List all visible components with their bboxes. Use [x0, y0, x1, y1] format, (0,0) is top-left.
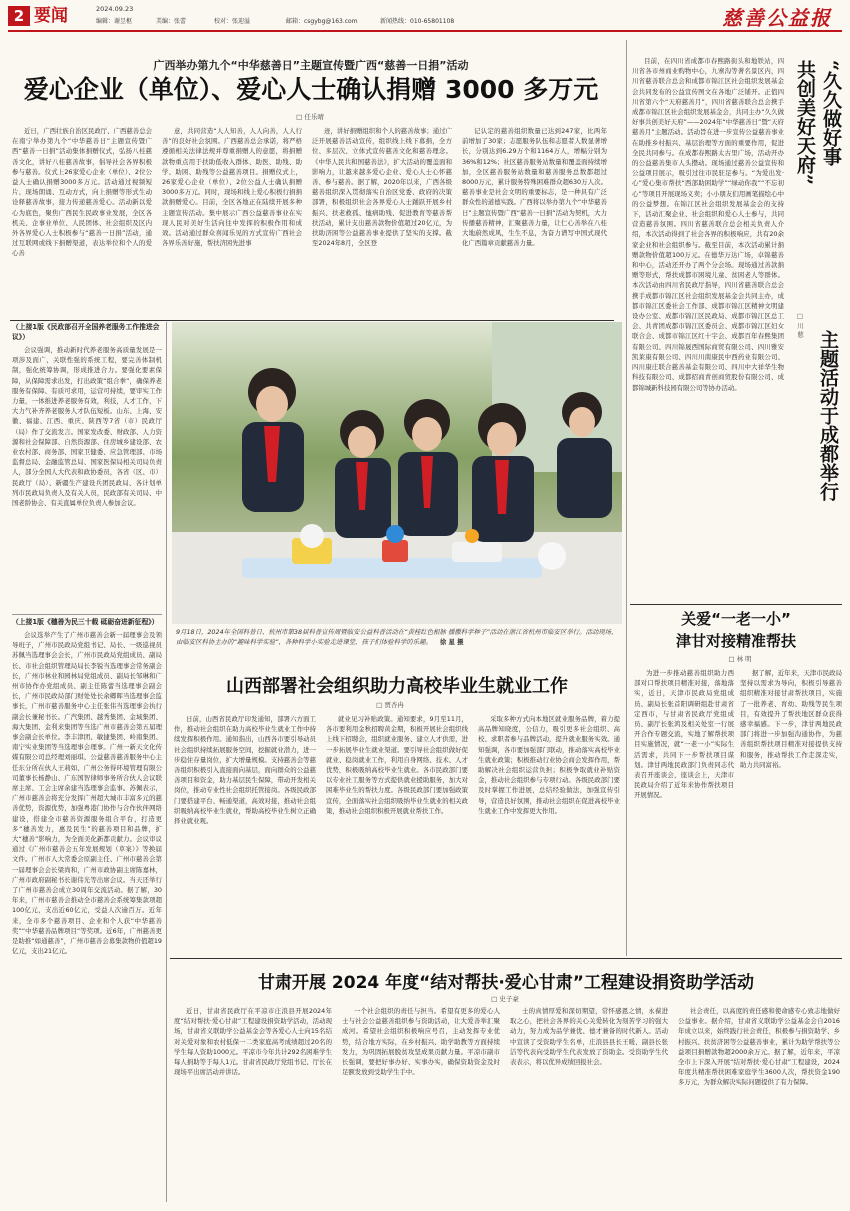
tianjin-headline-2: 津甘对接精准帮扶: [675, 632, 796, 650]
left-box-1-body: [12, 345, 162, 607]
editor-credit: 编辑：谢昱枢: [96, 18, 133, 25]
left-box-divider: [12, 614, 162, 615]
vertical-headline-2: 共创美好天府”: [794, 60, 816, 185]
tianjin-column-2: [740, 668, 842, 954]
shanxi-text-2: 就业见习补贴政策。通知要求，9月至11月，各市要利用金秋招聘黄金期，积极开展社会组织线上线下招聘会，组织就业服务、建立人才供需，进一步拓展毕业生就业渠道。要引导社会组织做好促就业、稳岗就业工作，利用自身网络、技术、人才优势，积极吸纳高校毕业生就业。各市民政部门要以专业社工服务等方式提供就业援助服务，加大对困难毕业生的帮扶力度。各级民政部门要加强政策宣传，全面落实社会组织吸纳毕业生就业的相关政策，推动社会组织积极开展就业帮扶工作。: [326, 715, 468, 815]
lead-headline: 爱心企业（单位）、爱心人士确认捐赠 3000 多万元: [23, 75, 599, 104]
vertical-subheadline-2: 于成都举行: [817, 406, 839, 501]
gansu-text-1: 近日，甘肃省民政厅在平凉市庄浪县开展2024年度“结对帮扶·爱心甘肃”工程建设捐资助学活动，活动现场，甘肃省义联助学公益基金会等各爱心人士向15名结对关爱对象和农村低保一二类家庭高考成绩超过20名的学生每人资助1000元。平凉市今年共计292名困难学生每人捐助等于每人1元。甘肃省民政厅党组书记、厅长在现场平出席活动并讲话。: [174, 1007, 332, 1077]
section-title: 要闻: [34, 6, 68, 26]
vertical-subheadline-1: 主题活动: [817, 330, 839, 406]
shanxi-text-3: 采取多种方式向本地区就业服务品牌，着力提高品牌知晓度，公信力，吸引更多社会组织、高校、求职者参与品牌活动，提升就业服务实效。通知强调，各市要加强部门联动，推动落实高校毕业生就业政策；积极推动行业协会商会发挥作用，帮助解决社会组织运营负担；积极争取就业补贴资金，推动社会组织参与专项行动。各级民政部门要及时掌握工作进展，总结经验做法，加强宣传引导，营造良好氛围，推动社会组织在促进高校毕业生就业工作中发挥更大作用。: [478, 715, 620, 815]
shanxi-column-2: [326, 714, 468, 954]
lead-column-1: [12, 126, 152, 316]
gansu-byline: □ 史子豪: [491, 995, 519, 1003]
gansu-column-1: [174, 1006, 332, 1206]
left-box-2-head: （上接1版《穗善为民三十载 砥砺奋进新征程》）: [12, 618, 159, 626]
gansu-top-rule: [170, 958, 842, 959]
photo-caption: [176, 627, 620, 657]
page-number-badge: [8, 6, 30, 26]
page-number: 2: [13, 7, 25, 25]
shanxi-column-1: [174, 714, 316, 954]
tianjin-text-2: 据了解，近年来，天津市民政局坚持以需求为导向，积极引导慈善组织精准对接甘肃帮扶项目，实施了一批养老、育幼、助残等民生项目，有效提升了帮扶地区群众获得感幸福感。下一步，津甘两地民政部门将进一步加强沟通协作，为慈善组织帮扶项目精准对接提供支持和服务，推动帮扶工作走深走实，助力共同富裕。: [740, 669, 842, 769]
shanxi-byline: □ 贾杏冉: [376, 701, 404, 709]
gansu-column-2: [342, 1006, 500, 1206]
gansu-column-3: [510, 1006, 668, 1206]
gansu-text-3: 士的真情厚爱和深切期望，常怀感恩之情，永葆进取之心，把社会各界的关心关爱转化为刻苦学习的强大动力，努力成为品学兼优、德才兼备的时代新人。活动中宣读了受资助学生名单，庄浪县县长王暖、副县长张洁等代表向受助学生代表发放了资助金。受资助学生代表表示，将以优异成绩回报社会。: [510, 1007, 668, 1067]
sichuan-vertical-subheadline: [796, 330, 840, 590]
vertical-headline-1: “久久做好事: [820, 60, 842, 166]
tianjin-headline-1: 关爱“一老一小”: [681, 610, 791, 628]
lead-column-2: [162, 126, 302, 316]
left-box-1-head: （上接1版《民政部召开全国养老服务工作推进会议》）: [12, 323, 160, 341]
sichuan-text: 目前，在四川省成都市春熙路街头和地铁站，四川省各市州商业购物中心，九寨沟等著名景区内，四川省慈善联合总会和成都市锦江区社会组织发展基金会共同发布的公益宣传图文在各地广泛铺开。正值四川省第六个“天府慈善月”，四川省慈善联合总会携手成都市锦江区社会组织发展基金会，共同主办“久久做好事共创美好天府”——2024年“中华慈善日”暨“天府慈善月”主题活动。活动旨在进一步宣传公益慈善事业在助推乡村振兴、基层治理等方面的重要作用，促进全民共同参与。在成都春熙路太古里广场，活动开办的公益慈善集市人头攒动。现场通过慈善公益宣传和公益项目展示，吸引过往市民驻足参与。“为爱出发·心”爱心集市帮扶“西部助困助学”“绿动你我”“不忘初心”等项目开展现场义卖；小小朋友们用画笔描绘心中的公益梦想。在锦江区社会组织发展基金会的支持下，活动汇聚企业、社会组织和爱心人士参与，共同营造慈善氛围。四川省慈善联合总会相关负责人介绍，本次活动得到了社会各界的积极响应，共有20余家企业和社会组织参与。截至目前，本次活动累计捐赠款物价值超100万元。在德华万达广场，卓锦慈善和中心，活动还开办了两个分会场。现场通过善款捐赠等形式，帮扶成都市困境儿童、贫困老人等群体。本次活动由四川省民政厅指导，四川省慈善联合总会携手成都市锦江区社会组织发展基金会共同主办，成都市锦江区委社会工作部、成都市锦江区精神文明建设办公室、成都市锦江区民政局、成都市锦江区总工会、共青团成都市锦江区委员会、成都市锦江区妇女联合会、成都市锦江区红十字会、成都百年春熙集团有限公司、四川锦晟西国际商贸有限公司、四川雅安凯莱康有限公司、四川川南康民中西药业有限公司、四川康庄联合慈善基金有限公司、四川中大祥华生物科技有限公司、成都招商青创商贸股份有限公司、成都锦城新科技园有限公司等协办活动。: [632, 57, 784, 392]
tianjin-column-1: [634, 668, 734, 954]
issue-date: 2024.09.23: [96, 5, 134, 13]
gansu-text-4: 社会责任，以高度的责任感和使命感专心致志地做好公益事业。据介绍，甘肃省义联助学公益基金会自2016年成立以来，始终践行社会责任，积极参与捐资助学、乡村振兴、扶贫济困等公益慈善事业，累计为助学帮扶等公益项目捐赠款物超2000余万元。据了解，近年来，平凉全市上下深入开展“结对帮扶·爱心甘肃”工程建设，2024年度共精准帮扶困难家庭学生3600人次，帮扶资金190多万元，为群众解决实际问题提供了有力保障。: [678, 1007, 840, 1087]
lead-text-4: 记认定的慈善组织数量已达到247家，比两年前增加了30家；志愿服务队伍和志愿者人数显著增长，分别达到6.29万个和1164万人，增幅分别为36%和12%；社区慈善服务站数量和覆盖面持续增加，全区慈善服务站数量和慈善服务总数都超过8000万元，累计服务特殊困难群众超630万人次。慈善事业是社会文明的重要标志，是一种具有广泛群众性的道德实践。广西将以举办第九个“中华慈善日”主题宣传暨广西“慈善一日捐”活动为契机，大力传播慈善精神，汇聚慈善力量，让仁心善举在八桂大地蔚然成风，生生不息，为奋力谱写中国式现代化广西篇章贡献慈善力量。: [462, 127, 607, 248]
news-hotline: 新闻热线：010-65801108: [380, 18, 455, 25]
gansu-column-4: [678, 1006, 840, 1206]
tianjin-text-1: 为进一步推动慈善组织助力西部对口帮扶项目精准对接，落地落实，近日，天津市民政局党组成员、副局长张首阳调研组赴甘肃省定西市，与甘肃省民政厅党组成员、副厅长张鸿及相关处室一行展开合作专题交流，实地了解帮扶项目实施情况，就“一老一小”实际生活需求，共同下一步帮扶项目谋划。津甘两地民政部门负责同志代表召开座谈会，座谈会上，天津市民政局介绍了近年来协作帮扶项目开展情况。: [634, 669, 734, 800]
lead-byline: □ 任乐晴: [296, 113, 324, 121]
designer-credit: 美编：张蕾: [156, 18, 187, 25]
left-box-1-text: 会议强调，推动新时代养老服务高质量发展是一项涉及面广、关联性强的系统工程，要完善体制机制，强化统筹协调，形成推进合力。要强化要素保障，从保障需求出发，打出政策“组合拳”，确保养老服务有保障、有质可求用，运营可持续，要审实工作力量，一体推进养老服务有效，利技，人才工作，下大力气补齐养老服务人才队伍短板。山东、上海、安徽、福建、江西、重庆、陕西等7省（市）民政厅（局）作了交流发言。国家发改委、财政部、人力资源和社会保障部、自然资源部、住房城乡建设部、农业农村部、商务部、国家卫健委、应急管理部、市场监督总局、金融监管总局、国家医保局相关司局负责人，部分全国人大代表和政协委员，各省（区、市）民政厅（局）、新疆生产建设兵团民政局、各计划单列市民政局负责人及有关人员，民政部有关司局、中国老龄协会、有关直属单位负责人参加会议。: [12, 346, 162, 508]
gansu-headline: 甘肃开展 2024 年度“结对帮扶·爱心甘肃”工程建设捐资助学活动: [258, 973, 754, 993]
left-box-2: [12, 617, 162, 1205]
lead-text-1: 近日，广西壮族自治区民政厅、广西慈善总会在南宁举办第九个“中华慈善日”主题宣传暨广西“慈善一日捐”活动集体捐赠仪式，弘扬八桂慈善文化，讲好八桂慈善故事，倡导社会各界积极参与慈善。仪式上26家爱心企业（单位）、2位公益人士确认捐赠3000多万元。活动通过视频短片、现场朗诵、互动方式，向上捐赠等形式生动诠释慈善故事，接力传递慈善爱心。活动新以爱心为底色，聚焦广西民生民政事业发展，全区各机关、企事业单位、人民团体、社会组织及区内外各界爱心人士积极参与“慈善一日捐”活动，通过互联网或线下捐赠渠道，表达举位和个人的爱心善: [12, 127, 152, 258]
shanxi-column-3: [478, 714, 620, 954]
tianjin-byline: □ 林 明: [728, 655, 752, 663]
lead-text-2: 意，共同营造“人人知善，人人向善，人人行善”的良好社会氛围。广西慈善总会承诺，将严格遵循相关法律法规并尊重捐赠人的意愿，将捐赠款物重点用于扶助低收入群体、助医、助残、助学、助困、助残等公益慈善项目。捐赠仪式上，26家爱心企业（单位）、2位公益人士确认捐赠3000多万元。同时，现场和线上爱心积极行捐捐款捐赠爱心。目前，全区各地正在陆续开展多种主题宣传活动。集中展示广西公益慈善事业在实现人民对美好生活向往中发挥的积极作用和成效。活动通过群众喜闻乐见的方式宣传广西社会各界乐善好施，帮扶济困先进事: [162, 127, 302, 248]
sichuan-byline: □ 川 慈: [796, 312, 804, 338]
shanxi-headline: 山西部署社会组织助力高校毕业生就业工作: [226, 676, 568, 697]
sichuan-column: [632, 56, 784, 602]
left-box-2-text: 会议选举产生了广州市慈善会新一届理事会及领导班子，广州市民政局党组书记、局长、一级巡视员苏佩当选理事会会长，广州市民政局党组成员、副局长、市社会组织管理局局长李锐当选理事会常务副会长，广州市林业和园林局党组成员、副局长邹琳和广州市协作办党组成员、副主任陈蕾当选理事会副会长，广州市民政局部门财处处长余卿晖当选理事会监事长，广州市慈善服务中心主任张伟当选理事会执行副会长兼秘书长。广汽集团、越秀集团、金域集团、海大集团、金利来集团等当选广州市慈善会第五届理事会副会长单位。李丰津团、敏捷集团、岭南集团、南宁实业集团等当选理事会理事。广州一新天文化传媒有限公司总经理刘丽琪、公益慈善慈善服务中心主任东分所在伙人王莉如、广州公务得环境管理有限公司董事长杨静山、广东国智律师事务所合伙人会议联席主席、工会主席余建当选理事会监事。苏佩表示，广州市慈善会将充分发挥广州超大城市丰富多元的慈善优势，资源优势，加强粤港门协作与合作伙伴网络建设，搭建全市慈善资源服务组合平台，打造更多“穗善发力，惠及民生”的慈善项目和品牌，扩大“穗善”影响力，为全面美化新都贡献力。会议审议通过《广州市慈善会五年发展规划（草案）》等换届文件。广州市人大常委会原副主任、广州市慈善会第一届理事会会长梁尚和，广州市政协副主席陈嘉林，广州市政府副秘书长谢伟光等出席会议。当天还举行了广州市慈善会成立30周年交流活动。据了解，30年来，广州市慈善会推动全市慈善会系统筹集款项超100亿元，支出近60亿元，受益人次逾百万。近年来，全市多个慈善项目、企业和个人获“中华慈善奖”“中华慈善品牌项目”等奖项。近6年，广州慈善更是助推“如通慈善”，广州市慈善会募集款物价值超19亿元，支出21亿元。: [12, 631, 162, 956]
right-mid-rule: [630, 604, 842, 605]
shanxi-text-1: 日前，山西省民政厅印发通知，部署六方面工作，推动社会组织在助力高校毕业生就业工作中持续发挥积极作用。通知指出，山西各市要引导动员社会组织持续拓展服务空间，挖掘就业潜力，进一步稳住存量岗位，扩大增量规模。支持慈善会等慈善组织积极引入直接面向基层，面向群众的公益慈善项目和资金，助力基层民生保障，带动开发相关岗位，推动专业性社会组织托管接岗。各级民政部门要搭建平台、畅通渠道，高效对接，推动社会组织吸纳高校毕业生就业，帮助高校毕业生树立正确择业就业观。: [174, 715, 316, 826]
header-rule: [8, 30, 842, 32]
feature-photo: [172, 322, 622, 624]
left-column-divider: [166, 322, 167, 1202]
photo-illustration: [172, 322, 622, 624]
masthead-logo: 慈善公益报: [722, 6, 832, 30]
gansu-text-2: 一个社会组织的责任与担当。希望有更多的爱心人士与社会公益慈善组织参与资助活动，让大爱善举汇聚成河。希望社会组织积极响应号召，主动发挥专业优势，结合地方实际，在乡村振兴、助学助教等方面持续发力，为巩固拓展脱贫攻坚成果贡献力量。平凉市副市长强调，要把好事办好、实事办实，确保资助资金及时足额发放到受助学生手中。: [342, 1007, 500, 1077]
left-box-2-body: [12, 630, 162, 1190]
contact-email: 邮箱：csgybg@163.com: [286, 18, 358, 25]
photo-credit: 徐 星 摄: [439, 638, 464, 646]
left-box-1: [12, 322, 162, 612]
lead-column-3: [312, 126, 452, 316]
center-right-divider: [626, 40, 627, 956]
lead-kicker: 广西举办第九个“中华慈善日”主题宣传暨广西“慈善一日捐”活动: [153, 59, 469, 72]
proofreader-credit: 校对：张迎溢: [214, 18, 251, 25]
lead-bottom-rule: [10, 320, 614, 321]
lead-column-4: [462, 126, 607, 316]
photo-caption-text: 9月18日，2024年全国科普日、杭州市第38届科普宣传周暨临安公益科普活动在“黄桂红色根脉 播撒科学种子”活动在浙江省杭州市临安区举行。活动现场，由临安区科协主办的“趣味科学实验”，各种科学小实验走进课堂，孩子们体验科学的乐趣。: [176, 628, 618, 646]
lead-text-3: 迹，讲好捐赠组织和个人的慈善故事；通过广泛开展慈善活动宣传，组织线上线下募捐，全方位、多层次、立体式宣传慈善文化和慈善理念。《中华人民共和国慈善法》，扩大活动的覆盖面和影响力，让越来越多爱心企业、爱心人士心怀慈善、参与慈善。据了解，2020年以来，广西各级慈善组织深入贯彻落实自治区党委、政府的决策部署，积极组织社会各界爱心人士踊跃开展乡村振兴、扶老救孤、恤病助残、促进教育等慈善帮扶活动，累计支出慈善款物价值超过20亿元，为扶助济困等公益慈善事业提供了坚实的支撑。截至2024年8月，全区登: [312, 127, 452, 248]
